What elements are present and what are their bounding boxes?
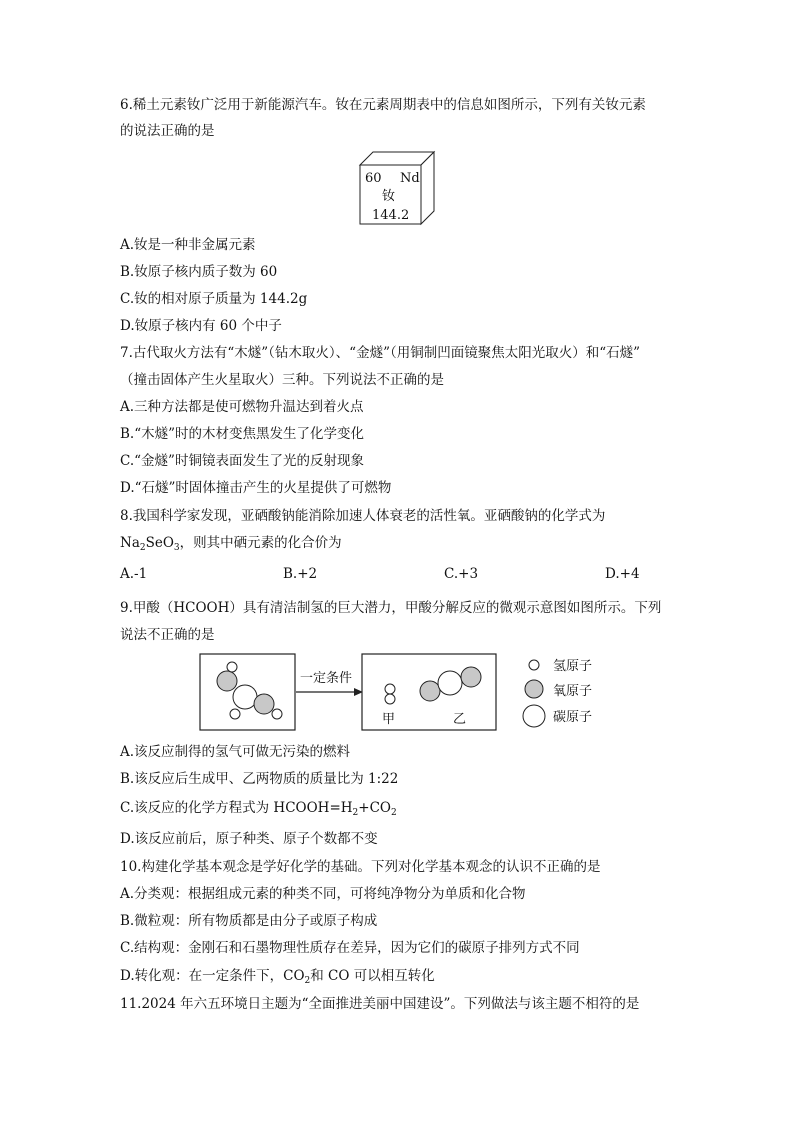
hydrogen-molecule-atom-bottom: [385, 694, 395, 704]
q8-formula-seo: SeO: [145, 535, 174, 551]
formic-acid-hydrogen-bottom: [230, 709, 240, 719]
q9-stem-line1: 9.甲酸（HCOOH）具有清洁制氢的巨大潜力，甲酸分解反应的微观示意图如图所示。下列: [120, 600, 662, 616]
q8-stem-line2: [120, 533, 342, 558]
q10-option-d: [120, 966, 435, 991]
q8-option-d: D.+4: [605, 566, 640, 582]
q10-option-d-rest: 和 CO 可以相互转化: [310, 968, 435, 984]
q8-formula-na-sub: 2: [139, 543, 146, 553]
formic-acid-hydrogen-right: [272, 709, 282, 719]
q9-stem-line2: 说法不正确的是: [120, 627, 215, 643]
formic-acid-oxygen-right: [254, 694, 274, 714]
q7-option-c: C.“金燧”时铜镜表面发生了光的反射现象: [120, 453, 364, 469]
q8-formula-na: Na: [120, 535, 140, 551]
element-symbol: Nd: [400, 171, 420, 186]
legend-carbon-icon: [523, 705, 545, 727]
co2-oxygen-left: [420, 681, 440, 701]
formic-acid-hydrogen-top: [227, 662, 237, 672]
formic-acid-oxygen-top: [217, 671, 237, 691]
q8-option-c: C.+3: [444, 566, 479, 582]
q7-option-a: A.三种方法都是使可燃物升温达到着火点: [120, 399, 364, 415]
q8-option-a: A.-1: [120, 566, 148, 582]
hydrogen-molecule-atom-top: [385, 684, 395, 694]
cube-side-face: [421, 152, 434, 224]
legend-hydrogen-icon: [529, 660, 539, 670]
q7-option-b: B.“木燧”时的木材变焦黑发生了化学变化: [120, 426, 365, 442]
q10-option-b: B.微粒观：所有物质都是由分子或原子构成: [120, 913, 378, 929]
element-mass: 144.2: [372, 208, 410, 223]
q10-option-d-sub: 2: [304, 976, 311, 986]
q9-option-c-prefix: C.该反应的化学方程式为 HCOOH=H: [120, 800, 353, 816]
product-label-a: 甲: [382, 712, 396, 727]
q6-option-a: A.钕是一种非金属元素: [120, 237, 256, 253]
q11-stem: 11.2024 年六五环境日主题为“全面推进美丽中国建设”。下列做法与该主题不相符的是: [120, 996, 640, 1012]
product-label-b: 乙: [453, 712, 467, 727]
element-cube-figure: [355, 148, 439, 228]
co2-oxygen-right: [461, 667, 481, 687]
co2-carbon: [438, 671, 462, 695]
q10-option-a: A.分类观：根据组成元素的种类不同，可将纯净物分为单质和化合物: [120, 886, 526, 902]
q10-option-c: C.结构观：金刚石和石墨物理性质存在差异，因为它们的碳原子排列方式不同: [120, 940, 580, 956]
element-name: 钕: [382, 189, 396, 204]
q8-formula-o-sub: 3: [173, 543, 180, 553]
q9-option-c-mid: +CO: [358, 800, 391, 816]
q8-stem-line1: 8.我国科学家发现，亚硒酸钠能消除加速人体衰老的活性氧。亚硒酸钠的化学式为: [120, 508, 606, 524]
q9-option-c-sub1: 2: [352, 808, 359, 818]
q8-option-b: B.+2: [283, 566, 318, 582]
q10-stem: 10.构建化学基本观念是学好化学的基础。下列对化学基本观念的认识不正确的是: [120, 859, 601, 875]
q9-option-c: [120, 798, 397, 823]
q6-option-c: C.钕的相对原子质量为 144.2g: [120, 291, 308, 307]
legend-carbon-label: 碳原子: [553, 710, 593, 725]
q8-stem-line2-rest: ，则其中硒元素的化合价为: [179, 535, 342, 551]
reaction-condition: 一定条件: [300, 671, 353, 686]
q7-option-d: D.“石燧”时固体撞击产生的火星提供了可燃物: [120, 480, 392, 496]
q6-option-b: B.钕原子核内质子数为 60: [120, 264, 278, 280]
legend-oxygen-icon: [525, 680, 543, 698]
q9-option-c-sub2: 2: [390, 808, 397, 818]
q10-option-d-prefix: D.转化观：在一定条件下，CO: [120, 968, 305, 984]
legend-hydrogen-label: 氢原子: [553, 659, 593, 674]
reaction-diagram: [190, 648, 620, 736]
legend-oxygen-label: 氧原子: [553, 684, 593, 699]
formic-acid-carbon: [233, 685, 257, 709]
q6-stem-line2: 的说法正确的是: [120, 123, 215, 139]
q6-stem-line1: 6.稀土元素钕广泛用于新能源汽车。钕在元素周期表中的信息如图所示，下列有关钕元素: [120, 97, 646, 113]
q7-stem-line1: 7.古代取火方法有“木燧”（钻木取火）、“金燧”（用铜制凹面镜聚焦太阳光取火）和“石燧”: [120, 345, 641, 361]
q6-option-d: D.钕原子核内有 60 个中子: [120, 318, 282, 334]
element-number: 60: [365, 171, 382, 186]
q9-option-a: A.该反应制得的氢气可做无污染的燃料: [120, 744, 351, 760]
q7-stem-line2: （撞击固体产生火星取火）三种。下列说法不正确的是: [120, 372, 444, 388]
q9-option-d: D.该反应前后，原子种类、原子个数都不变: [120, 831, 378, 847]
q9-option-b: B.该反应后生成甲、乙两物质的质量比为 1:22: [120, 771, 399, 787]
